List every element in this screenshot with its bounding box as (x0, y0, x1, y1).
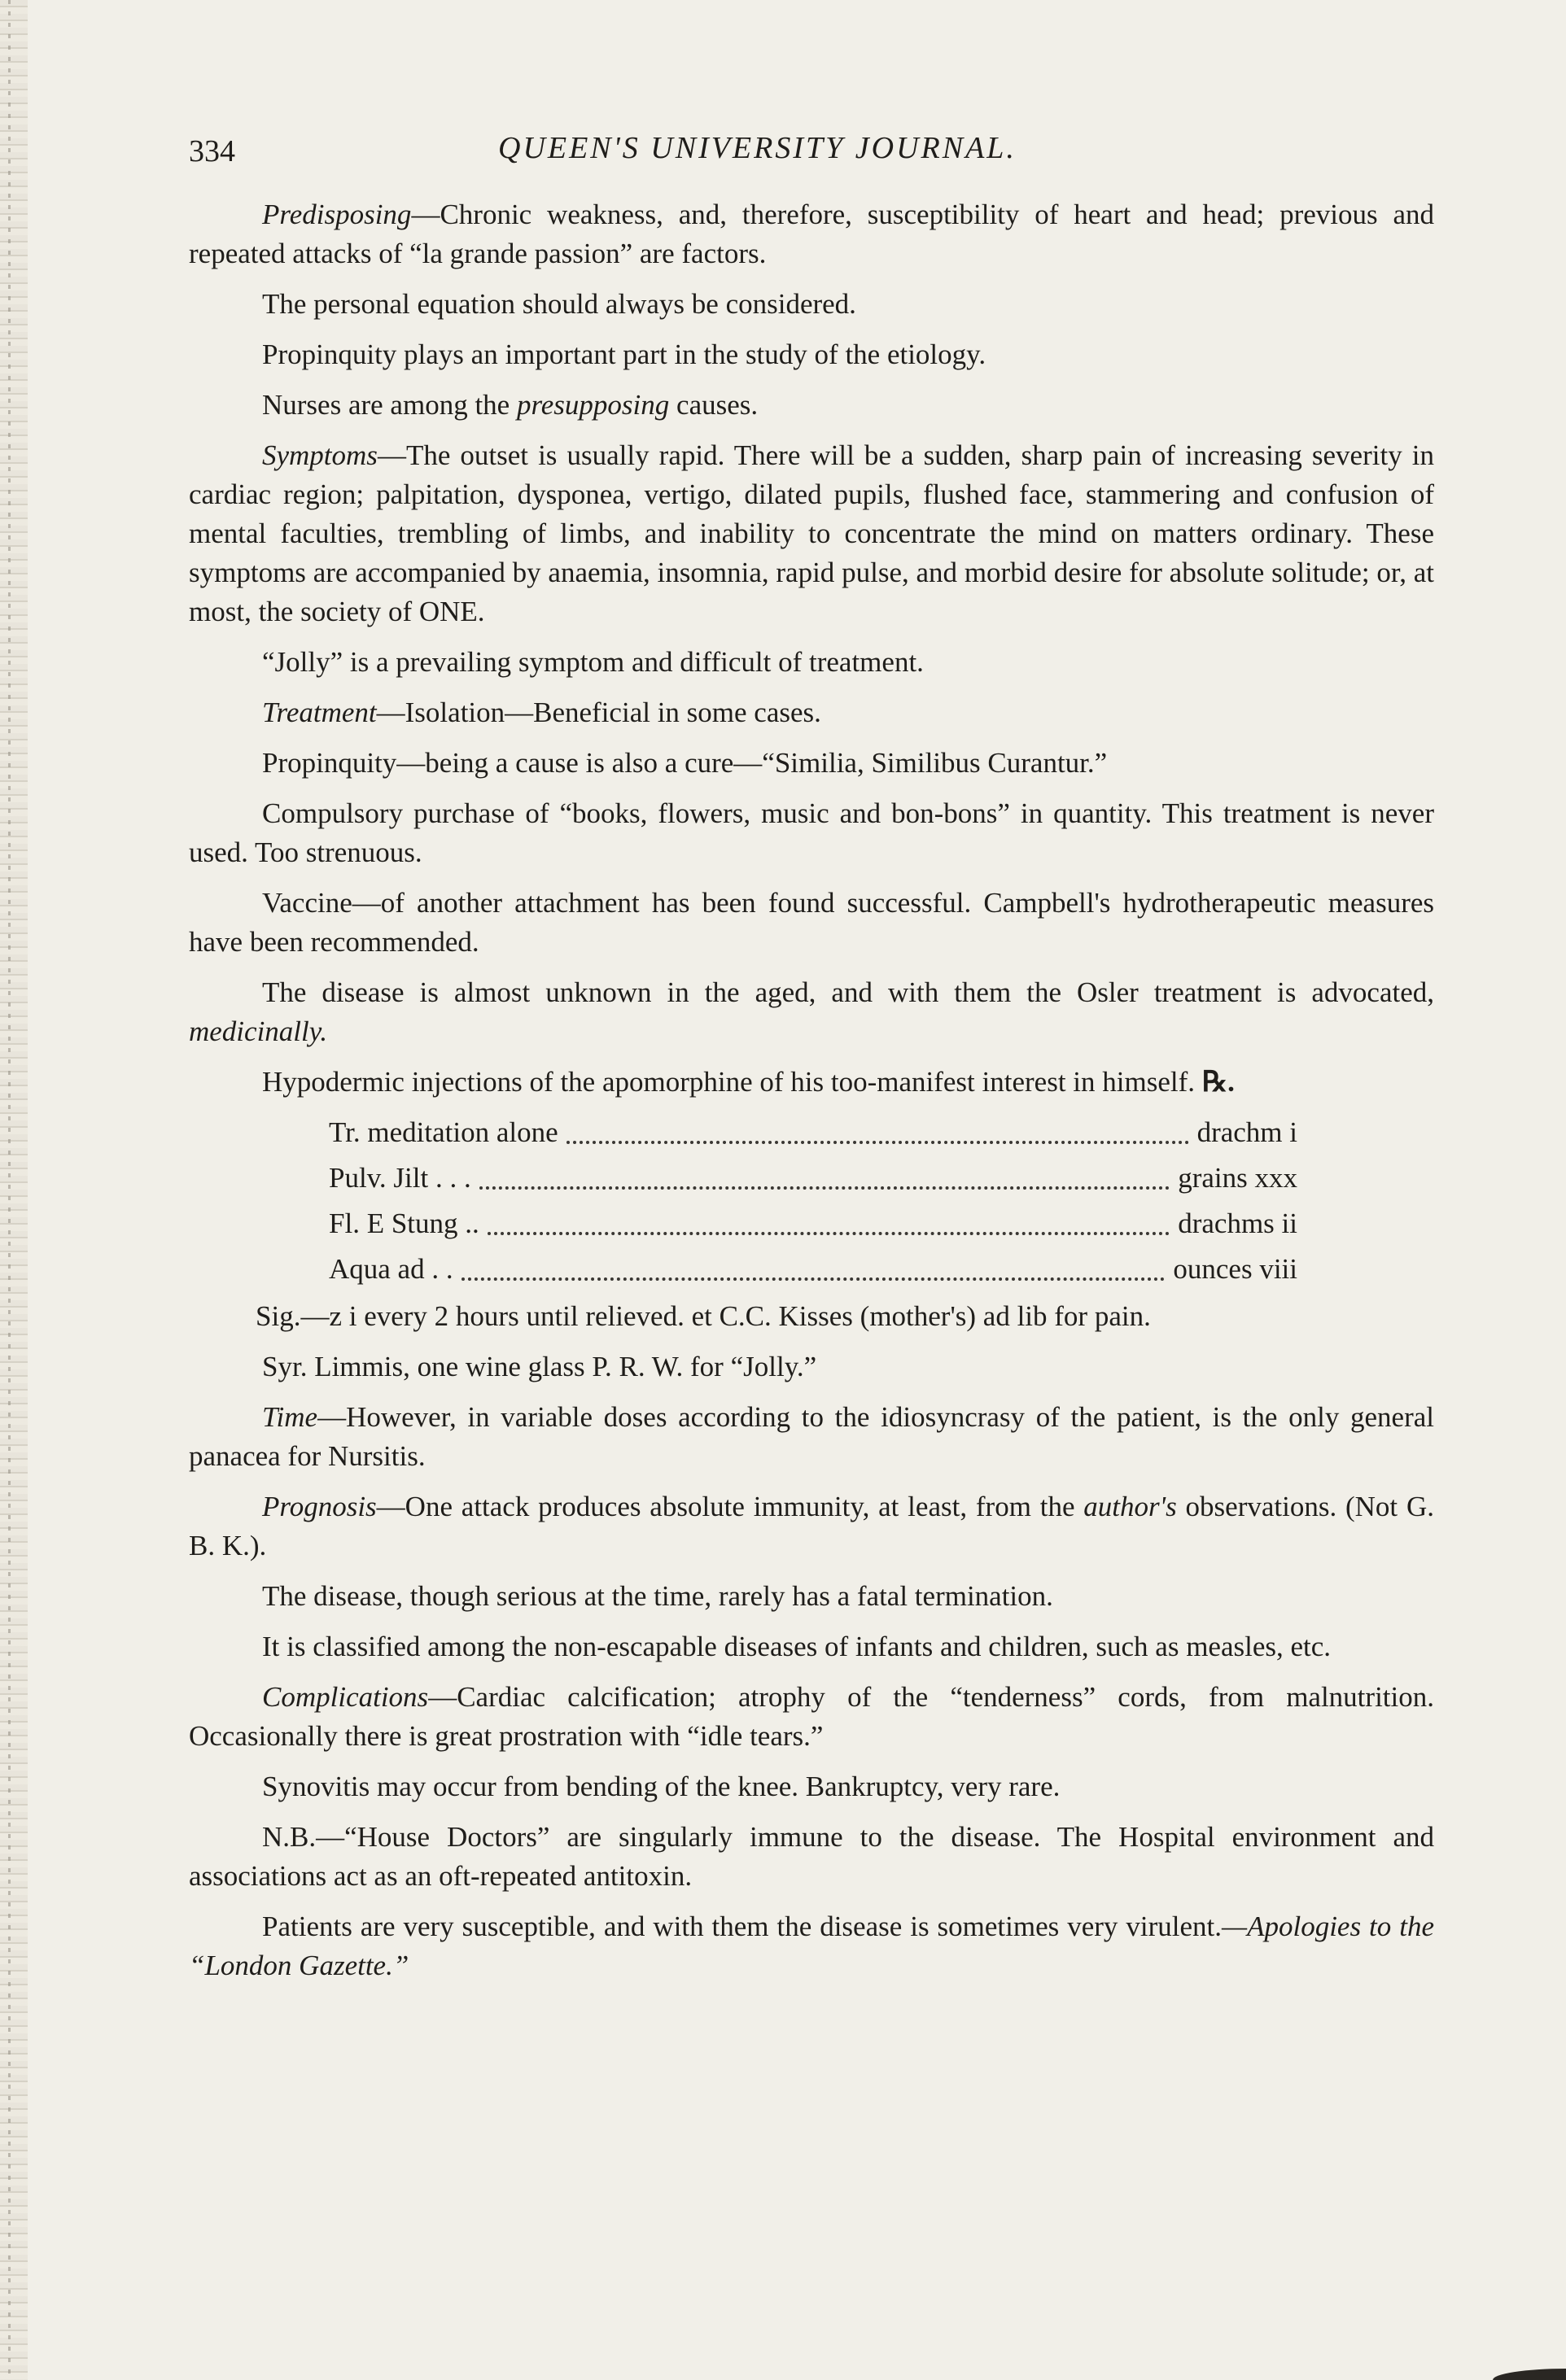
page-number: 334 (189, 134, 235, 168)
binding-gutter (0, 0, 28, 2380)
paragraph: “Jolly” is a prevailing symptom and difficult of treatment. (262, 646, 924, 678)
prescription-line (329, 1110, 1297, 1155)
section-lead: Treatment (262, 697, 377, 728)
leader-dots (566, 1110, 1189, 1144)
paragraph-text: —Cardiac calcification; atrophy of the “tenderness” cords, from malnutrition. Occasionally there is great prostration with “idle tears.” (189, 1681, 1434, 1752)
page-header (189, 122, 1434, 195)
paragraph-hypodermic (189, 1063, 1434, 1102)
paragraph-complications (189, 1678, 1434, 1756)
paragraph-predisposing (189, 195, 1434, 273)
paragraph: The personal equation should always be considered. (262, 288, 856, 320)
running-title: QUEEN'S UNIVERSITY JOURNAL. (498, 131, 1017, 165)
journal-page (189, 122, 1434, 1997)
section-lead: Symptoms (262, 439, 378, 471)
leader-dots (488, 1201, 1170, 1235)
paragraph: Compulsory purchase of “books, flowers, music and bon-bons” in quantity. This treatment is never used. Too strenuous. (189, 797, 1434, 868)
emphasis: presupposing (516, 389, 670, 421)
rx-symbol: ℞. (1201, 1066, 1235, 1098)
section-lead: Predisposing (262, 199, 412, 230)
paragraph-text: Patients are very susceptible, and with them the disease is sometimes very virulent. (262, 1911, 1222, 1942)
paragraph: Propinquity plays an important part in the study of the etiology. (262, 338, 986, 370)
section-lead: Complications (262, 1681, 429, 1713)
paragraph-closing (189, 1907, 1434, 1985)
prescription-quantity: drachms ii (1178, 1207, 1297, 1239)
section-lead: Time (262, 1401, 318, 1433)
paragraph-text: —One attack produces absolute immunity, at least, from the (376, 1491, 1084, 1522)
paragraph-text: observations. (Not G. B. K.). (189, 1491, 1434, 1561)
paragraph: N.B.—“House Doctors” are singularly immune to the disease. The Hospital environment and associations act as an oft-repeated antitoxin. (189, 1821, 1434, 1892)
paragraph-time (189, 1398, 1434, 1476)
paragraph-sig: Sig.—z i every 2 hours until relieved. et C.C. Kisses (mother's) ad lib for pain. (256, 1300, 1151, 1332)
leader-dots (461, 1247, 1166, 1281)
prescription-line (329, 1247, 1297, 1292)
prescription-item: Fl. E Stung .. (329, 1207, 479, 1239)
paragraph: Syr. Limmis, one wine glass P. R. W. for “Jolly.” (262, 1351, 817, 1382)
prescription-item: Aqua ad . . (329, 1253, 453, 1285)
paragraph-text: causes. (669, 389, 759, 421)
paragraph-text: —However, in variable doses according to the idiosyncrasy of the patient, is the only general panacea for Nursitis. (189, 1401, 1434, 1472)
prescription-line (329, 1201, 1297, 1247)
page-corner-mark (1493, 2369, 1566, 2380)
section-lead: Prognosis (262, 1491, 377, 1522)
paragraph: The disease, though serious at the time, rarely has a fatal termination. (262, 1580, 1053, 1612)
paragraph (189, 973, 1434, 1051)
prescription-line (329, 1155, 1297, 1201)
paragraph-text: The disease is almost unknown in the aged, and with them the Osler treatment is advocated, (262, 976, 1434, 1008)
prescription-quantity: grains xxx (1178, 1162, 1297, 1194)
paragraph-treatment (189, 693, 1434, 732)
prescription-item: Tr. meditation alone (329, 1116, 558, 1148)
leader-dots (479, 1155, 1170, 1190)
paragraph: It is classified among the non-escapable diseases of infants and children, such as measles, etc. (262, 1631, 1332, 1662)
emphasis: medicinally. (189, 1015, 328, 1047)
prescription-quantity: drachm i (1196, 1116, 1297, 1148)
paragraph: Vaccine—of another attachment has been found successful. Campbell's hydrotherapeutic measures have been recommended. (189, 887, 1434, 958)
paragraph: Synovitis may occur from bending of the knee. Bankruptcy, very rare. (262, 1771, 1061, 1802)
paragraph-prognosis (189, 1487, 1434, 1566)
prescription-list (329, 1110, 1297, 1292)
paragraph (189, 386, 1434, 425)
emphasis: author's (1083, 1491, 1177, 1522)
paragraph-text: —Chronic weakness, and, therefore, susceptibility of heart and head; previous and repeated attacks of “la grande passion” are factors. (189, 199, 1434, 269)
binding-stitch (8, 0, 11, 2380)
paragraph-text: —The outset is usually rapid. There will be a sudden, sharp pain of increasing severity in cardiac region; palpitation, dysponea, vertigo, dilated pupils, flushed face, stammering and confusion of mental faculties, trembling of limbs, and inability to concentrate the mind on matters ordinary. These symptoms are accompanied by anaemia, insomnia, rapid pulse, and morbid desire for absolute solitude; or, at most, the society of ONE. (189, 439, 1434, 627)
paragraph-text: Nurses are among the (262, 389, 517, 421)
attribution: —Apologies to the “London Gazette.” (189, 1911, 1434, 1981)
paragraph-text: —Isolation—Beneficial in some cases. (376, 697, 821, 728)
prescription-item: Pulv. Jilt . . . (329, 1162, 471, 1194)
prescription-quantity: ounces viii (1173, 1253, 1297, 1285)
paragraph-symptoms (189, 436, 1434, 631)
paragraph: Propinquity—being a cause is also a cure—“Similia, Similibus Curantur.” (262, 747, 1108, 779)
paragraph-text: Hypodermic injections of the apomorphine of his too-manifest interest in himself. (262, 1066, 1195, 1098)
